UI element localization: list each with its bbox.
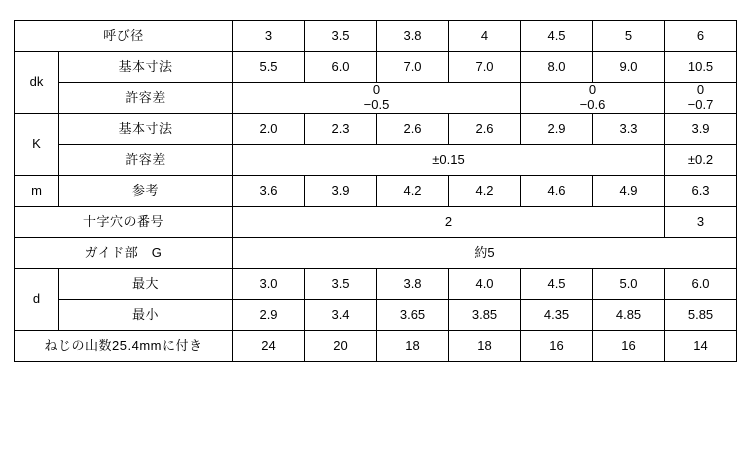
cell-value: 7.0 bbox=[449, 52, 521, 83]
cell-value: 24 bbox=[233, 331, 305, 362]
cell-value: 8.0 bbox=[521, 52, 593, 83]
cell-value: 18 bbox=[377, 331, 449, 362]
table-row bbox=[15, 145, 737, 176]
row-group-dk: dk bbox=[15, 52, 59, 114]
cell-value: 4.9 bbox=[593, 176, 665, 207]
cell-value: 5.5 bbox=[233, 52, 305, 83]
cell-value: 2.3 bbox=[305, 114, 377, 145]
cell-value: 2.0 bbox=[233, 114, 305, 145]
tolerance-lower: −0.7 bbox=[687, 97, 714, 112]
tolerance-cell bbox=[665, 83, 737, 114]
table-row bbox=[15, 83, 737, 114]
row-label: 基本寸法 bbox=[59, 52, 233, 83]
cell-value: 9.0 bbox=[593, 52, 665, 83]
cell-value: 2 bbox=[233, 207, 665, 238]
cell-value: 6 bbox=[665, 21, 737, 52]
tolerance-upper: 0 bbox=[696, 82, 705, 98]
cell-value: 5.0 bbox=[593, 269, 665, 300]
table-row bbox=[15, 331, 737, 362]
tolerance-lower: −0.6 bbox=[579, 97, 606, 112]
cell-value: 4.2 bbox=[449, 176, 521, 207]
tolerance-cell bbox=[521, 83, 665, 114]
row-group-d: d bbox=[15, 269, 59, 331]
cell-value: 18 bbox=[449, 331, 521, 362]
cell-value: ±0.2 bbox=[665, 145, 737, 176]
cell-value: 4 bbox=[449, 21, 521, 52]
row-label: 最大 bbox=[59, 269, 233, 300]
cell-value: 3.8 bbox=[377, 21, 449, 52]
tolerance-lower: −0.5 bbox=[363, 97, 390, 112]
row-label: 参考 bbox=[59, 176, 233, 207]
cell-value: 10.5 bbox=[665, 52, 737, 83]
cell-value: 3 bbox=[233, 21, 305, 52]
cell-value: 約5 bbox=[233, 238, 737, 269]
row-label: ねじの山数25.4mmに付き bbox=[15, 331, 233, 362]
row-label: 最小 bbox=[59, 300, 233, 331]
cell-value: 14 bbox=[665, 331, 737, 362]
table-row bbox=[15, 238, 737, 269]
cell-value: 6.3 bbox=[665, 176, 737, 207]
cell-value: 5.85 bbox=[665, 300, 737, 331]
cell-value: 3.65 bbox=[377, 300, 449, 331]
cell-value: 3.3 bbox=[593, 114, 665, 145]
row-label: 十字穴の番号 bbox=[15, 207, 233, 238]
row-group-k: K bbox=[15, 114, 59, 176]
table-row bbox=[15, 21, 737, 52]
cell-value: 4.2 bbox=[377, 176, 449, 207]
cell-value: 3.9 bbox=[305, 176, 377, 207]
cell-value: 4.85 bbox=[593, 300, 665, 331]
table-row bbox=[15, 114, 737, 145]
row-label: 呼び径 bbox=[15, 21, 233, 52]
cell-value: 2.6 bbox=[377, 114, 449, 145]
row-label: ガイド部 G bbox=[15, 238, 233, 269]
row-label: 基本寸法 bbox=[59, 114, 233, 145]
cell-value: 3.85 bbox=[449, 300, 521, 331]
table-row bbox=[15, 207, 737, 238]
cell-value: ±0.15 bbox=[233, 145, 665, 176]
cell-value: 2.9 bbox=[521, 114, 593, 145]
row-label: 許容差 bbox=[59, 145, 233, 176]
cell-value: 4.5 bbox=[521, 21, 593, 52]
cell-value: 2.6 bbox=[449, 114, 521, 145]
cell-value: 16 bbox=[593, 331, 665, 362]
table-row bbox=[15, 269, 737, 300]
tolerance-upper: 0 bbox=[372, 82, 381, 98]
cell-value: 3.6 bbox=[233, 176, 305, 207]
cell-value: 3.8 bbox=[377, 269, 449, 300]
cell-value: 5 bbox=[593, 21, 665, 52]
cell-value: 3.9 bbox=[665, 114, 737, 145]
row-label: 許容差 bbox=[59, 83, 233, 114]
row-group-m: m bbox=[15, 176, 59, 207]
cell-value: 4.5 bbox=[521, 269, 593, 300]
table-row bbox=[15, 52, 737, 83]
cell-value: 4.0 bbox=[449, 269, 521, 300]
dimension-table bbox=[14, 20, 737, 362]
cell-value: 6.0 bbox=[305, 52, 377, 83]
tolerance-upper: 0 bbox=[588, 82, 597, 98]
cell-value: 3.4 bbox=[305, 300, 377, 331]
cell-value: 3.5 bbox=[305, 21, 377, 52]
cell-value: 3.0 bbox=[233, 269, 305, 300]
cell-value: 3 bbox=[665, 207, 737, 238]
cell-value: 7.0 bbox=[377, 52, 449, 83]
table-row bbox=[15, 300, 737, 331]
cell-value: 20 bbox=[305, 331, 377, 362]
table-row bbox=[15, 176, 737, 207]
cell-value: 2.9 bbox=[233, 300, 305, 331]
cell-value: 6.0 bbox=[665, 269, 737, 300]
cell-value: 3.5 bbox=[305, 269, 377, 300]
cell-value: 4.6 bbox=[521, 176, 593, 207]
tolerance-cell bbox=[233, 83, 521, 114]
cell-value: 4.35 bbox=[521, 300, 593, 331]
cell-value: 16 bbox=[521, 331, 593, 362]
